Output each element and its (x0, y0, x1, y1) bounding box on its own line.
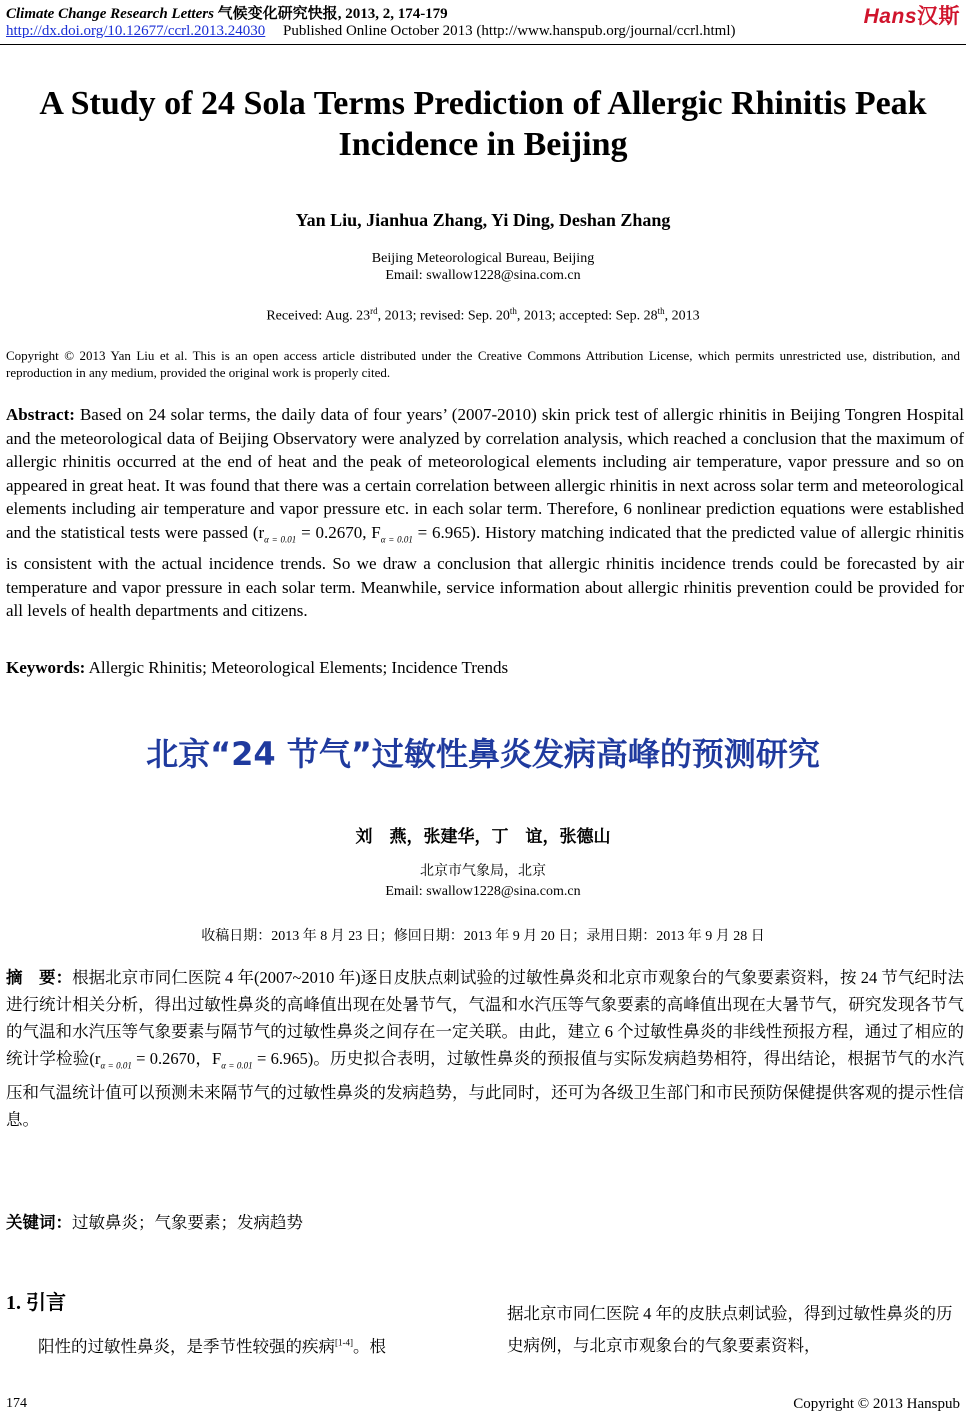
revised-sup: th (509, 306, 517, 316)
logo-text-cn: 汉斯 (917, 5, 960, 28)
abstract-text-2: = 0.2670, F (296, 522, 381, 542)
hanspub-logo (864, 0, 960, 30)
published-online: Published Online October 2013 (http://www.hanspub.org/journal/ccrl.html) (283, 23, 736, 39)
keywords-cn-label: 关键词： (6, 1213, 72, 1232)
journal-issue: , 2013, 2, 174-179 (337, 6, 448, 22)
journal-name-cn: 气候变化研究快报 (217, 6, 338, 22)
authors-en: Yan Liu, Jianhua Zhang, Yi Ding, Deshan Zhang (295, 210, 671, 230)
revised-date: , 2013; revised: Sep. 20 (377, 308, 510, 324)
citation-ref[interactable]: [1-4] (335, 1337, 353, 1348)
affiliation-cn (0, 862, 966, 902)
logo-text-en: Hans (863, 5, 917, 28)
dates-en (0, 306, 966, 325)
footer-copyright: Copyright © 2013 Hanspub (793, 1396, 960, 1412)
abstract-sub-1: α = 0.01 (264, 534, 297, 545)
header-divider (0, 44, 966, 45)
abstract-cn (6, 964, 964, 1133)
intro-left-text: 阳性的过敏性鼻炎，是季节性较强的疾病 (38, 1337, 335, 1356)
intro-right-column: 据北京市同仁医院 4 年的皮肤点刺试验，得到过敏性鼻炎的历史病例，与北京市观象台的气象要素资料， (507, 1304, 953, 1355)
abstract-cn-label: 摘 要： (6, 968, 73, 987)
received-date: Received: Aug. 23 (266, 308, 371, 324)
keywords-cn-text: 过敏鼻炎；气象要素；发病趋势 (72, 1213, 303, 1232)
doi-line (6, 23, 735, 40)
email-en: Email: swallow1228@sina.com.cn (385, 268, 581, 283)
keywords-en (6, 658, 508, 678)
paper-title-cn: 北京“24 节气”过敏性鼻炎发病高峰的预测研究 (146, 735, 820, 773)
dates-end: , 2013 (664, 308, 700, 324)
abstract-cn-sub-1: α = 0.01 (100, 1060, 132, 1071)
affiliation-cn-text: 北京市气象局，北京 (420, 864, 546, 879)
keywords-label: Keywords: (6, 658, 86, 677)
license-note: Copyright © 2013 Yan Liu et al. This is an open access article distributed under the Creative Commons Attribution License, which permits unrestricted use, distribution, and reproduction in any medium, provided the original work is properly cited. (6, 348, 960, 380)
abstract-cn-text-1: 根据北京市同仁医院 4 年(2007~2010 年)逐日皮肤点刺试验的过敏性鼻炎和北京市观象台的气象要素资料，按 24 节气纪时法进行统计相关分析，得出过敏性鼻炎的高峰值出现在处暑节气，气温和水汽压等气象要素的高峰值出现在大暑节气，研究发现各节气的气温和水汽压等气象要素与隔节气的过敏性鼻炎之间存在一定关联。由此，建立 6 个过敏性鼻炎的非线性预报方程，通过了相应的统计学检验(r (6, 968, 964, 1068)
journal-header (6, 2, 448, 23)
intro-left-column (38, 1333, 468, 1357)
authors-cn: 刘 燕，张建华，丁 谊，张德山 (355, 827, 611, 846)
email-cn: Email: swallow1228@sina.com.cn (385, 884, 581, 899)
title-line-2: Incidence in Beijing (338, 126, 628, 163)
affiliation-text: Beijing Meteorological Bureau, Beijing (371, 251, 595, 266)
intro-left-end: 。根 (353, 1337, 386, 1356)
affiliation-en (0, 250, 966, 284)
keywords-cn (6, 1209, 303, 1233)
keywords-text: Allergic Rhinitis; Meteorological Elements; Incidence Trends (85, 658, 509, 677)
abstract-cn-text-3: = 6.965)。历史拟合表明，过敏性鼻炎的预报值与实际发病趋势相符，得出结论，根据节气的水汽压和气温统计值可以预测未来隔节气的过敏性鼻炎的发病趋势，与此同时，还可为各级卫生部门和市民预防保健提供客观的提示性信息。 (6, 1049, 964, 1130)
accepted-sup: th (657, 306, 665, 316)
abstract-text-3: = 6.965). History matching indicated that the predicted value of allergic rhinitis is consistent with the actual incidence trends. So we draw a conclusion that allergic rhinitis incidence trends could be forecasted by air temperature and vapor pressure in each solar term. Meanwhile, service information about allergic rhinitis prevention could be provided for all levels of health departments and citizens. (6, 522, 964, 621)
abstract-text-1: Based on 24 solar terms, the daily data of four years’ (2007-2010) skin prick test of allergic rhinitis in Beijing Tongren Hospital and the meteorological data of Beijing Observatory were analyzed by correlation analysis, which reached a conclusion that the maximum of allergic rhinitis occurred at the end of heat and the peak of meteorological elements including air temperature, vapor pressure and so on appeared in great heat. It was found that there was a certain correlation between allergic rhinitis in next across solar term and meteorological elements including air temperature and vapor pressure etc. in each solar term. Therefore, 6 nonlinear prediction equations were established and the statistical tests were passed (r (6, 405, 964, 542)
abstract-label: Abstract: (6, 405, 75, 424)
journal-name: Climate Change Research Letters (6, 6, 214, 22)
doi-link[interactable]: http://dx.doi.org/10.12677/ccrl.2013.24030 (6, 23, 266, 39)
title-line-1: A Study of 24 Sola Terms Prediction of Allergic Rhinitis Peak (39, 85, 927, 122)
abstract-cn-text-2: = 0.2670，F (131, 1049, 222, 1068)
paper-title-en (0, 83, 966, 165)
received-sup: rd (370, 306, 378, 316)
abstract-en (6, 403, 964, 623)
section-heading-intro: 1. 引言 (6, 1292, 66, 1314)
page-number: 174 (6, 1396, 27, 1411)
accepted-date: , 2013; accepted: Sep. 28 (516, 308, 658, 324)
abstract-cn-sub-2: α = 0.01 (221, 1060, 253, 1071)
dates-cn: 收稿日期：2013 年 8 月 23 日；修回日期：2013 年 9 月 20 日；录用日期：2013 年 9 月 28 日 (201, 929, 765, 944)
abstract-sub-2: α = 0.01 (380, 534, 413, 545)
